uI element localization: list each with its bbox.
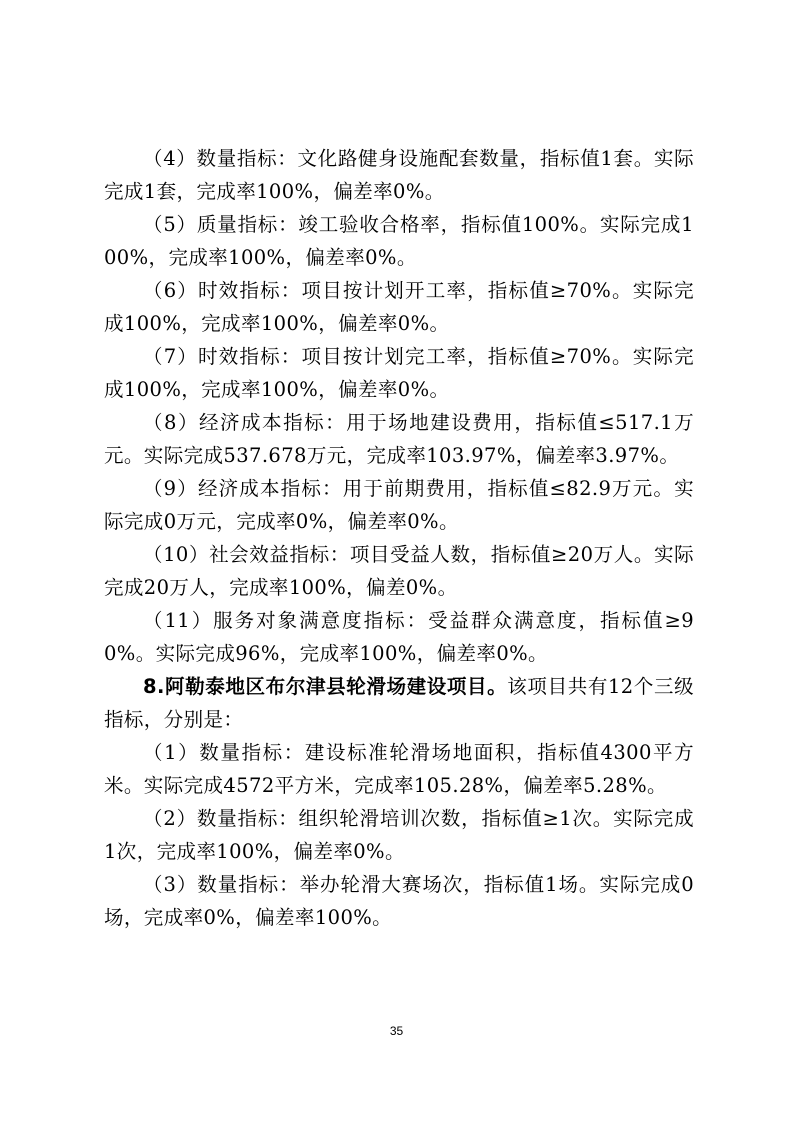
paragraph-text: （7）时效指标：项目按计划完工率，指标值≥70%。实际完成100%，完成率100%，偏差率0%。 bbox=[104, 345, 694, 401]
paragraph-text: （11）服务对象满意度指标：受益群众满意度，指标值≥90%。实际完成96%，完成率100%，偏差率0%。 bbox=[104, 609, 694, 665]
section-heading: 8.阿勒泰地区布尔津县轮滑场建设项目。 bbox=[143, 675, 508, 698]
paragraph-indicator-3 bbox=[104, 868, 694, 934]
paragraph-text: （1）数量指标：建设标准轮滑场地面积，指标值4300平方米。实际完成4572平方米，完成率105.28%，偏差率5.28%。 bbox=[104, 741, 694, 797]
paragraph-indicator-11 bbox=[104, 604, 694, 670]
paragraph-text: （5）质量指标：竣工验收合格率，指标值100%。实际完成100%，完成率100%，偏差率0%。 bbox=[104, 213, 694, 269]
paragraph-indicator-8 bbox=[104, 406, 694, 472]
paragraph-text: 该项目共有12个三级指标，分别是： bbox=[104, 675, 694, 731]
paragraph-indicator-4 bbox=[104, 142, 694, 208]
paragraph-indicator-1 bbox=[104, 736, 694, 802]
paragraph-text: （4）数量指标：文化路健身设施配套数量，指标值1套。实际完成1套，完成率100%，偏差率0%。 bbox=[104, 147, 694, 203]
paragraph-text: （2）数量指标：组织轮滑培训次数，指标值≥1次。实际完成1次，完成率100%，偏差率0%。 bbox=[104, 807, 694, 863]
paragraph-text: （6）时效指标：项目按计划开工率，指标值≥70%。实际完成100%，完成率100%，偏差率0%。 bbox=[104, 279, 694, 335]
paragraph-indicator-6 bbox=[104, 274, 694, 340]
document-body bbox=[104, 142, 694, 934]
paragraph-text: （8）经济成本指标：用于场地建设费用，指标值≤517.1万元。实际完成537.678万元，完成率103.97%，偏差率3.97%。 bbox=[104, 411, 694, 467]
paragraph-text: （10）社会效益指标：项目受益人数，指标值≥20万人。实际完成20万人，完成率100%，偏差0%。 bbox=[104, 543, 694, 599]
paragraph-indicator-5 bbox=[104, 208, 694, 274]
page-number: 35 bbox=[389, 1024, 404, 1038]
section-heading-paragraph bbox=[104, 670, 694, 736]
paragraph-text: （9）经济成本指标：用于前期费用，指标值≤82.9万元。实际完成0万元，完成率0%，偏差率0%。 bbox=[104, 477, 694, 533]
paragraph-indicator-7 bbox=[104, 340, 694, 406]
paragraph-indicator-10 bbox=[104, 538, 694, 604]
paragraph-indicator-2 bbox=[104, 802, 694, 868]
paragraph-indicator-9 bbox=[104, 472, 694, 538]
paragraph-text: （3）数量指标：举办轮滑大赛场次，指标值1场。实际完成0场，完成率0%，偏差率100%。 bbox=[104, 873, 694, 929]
